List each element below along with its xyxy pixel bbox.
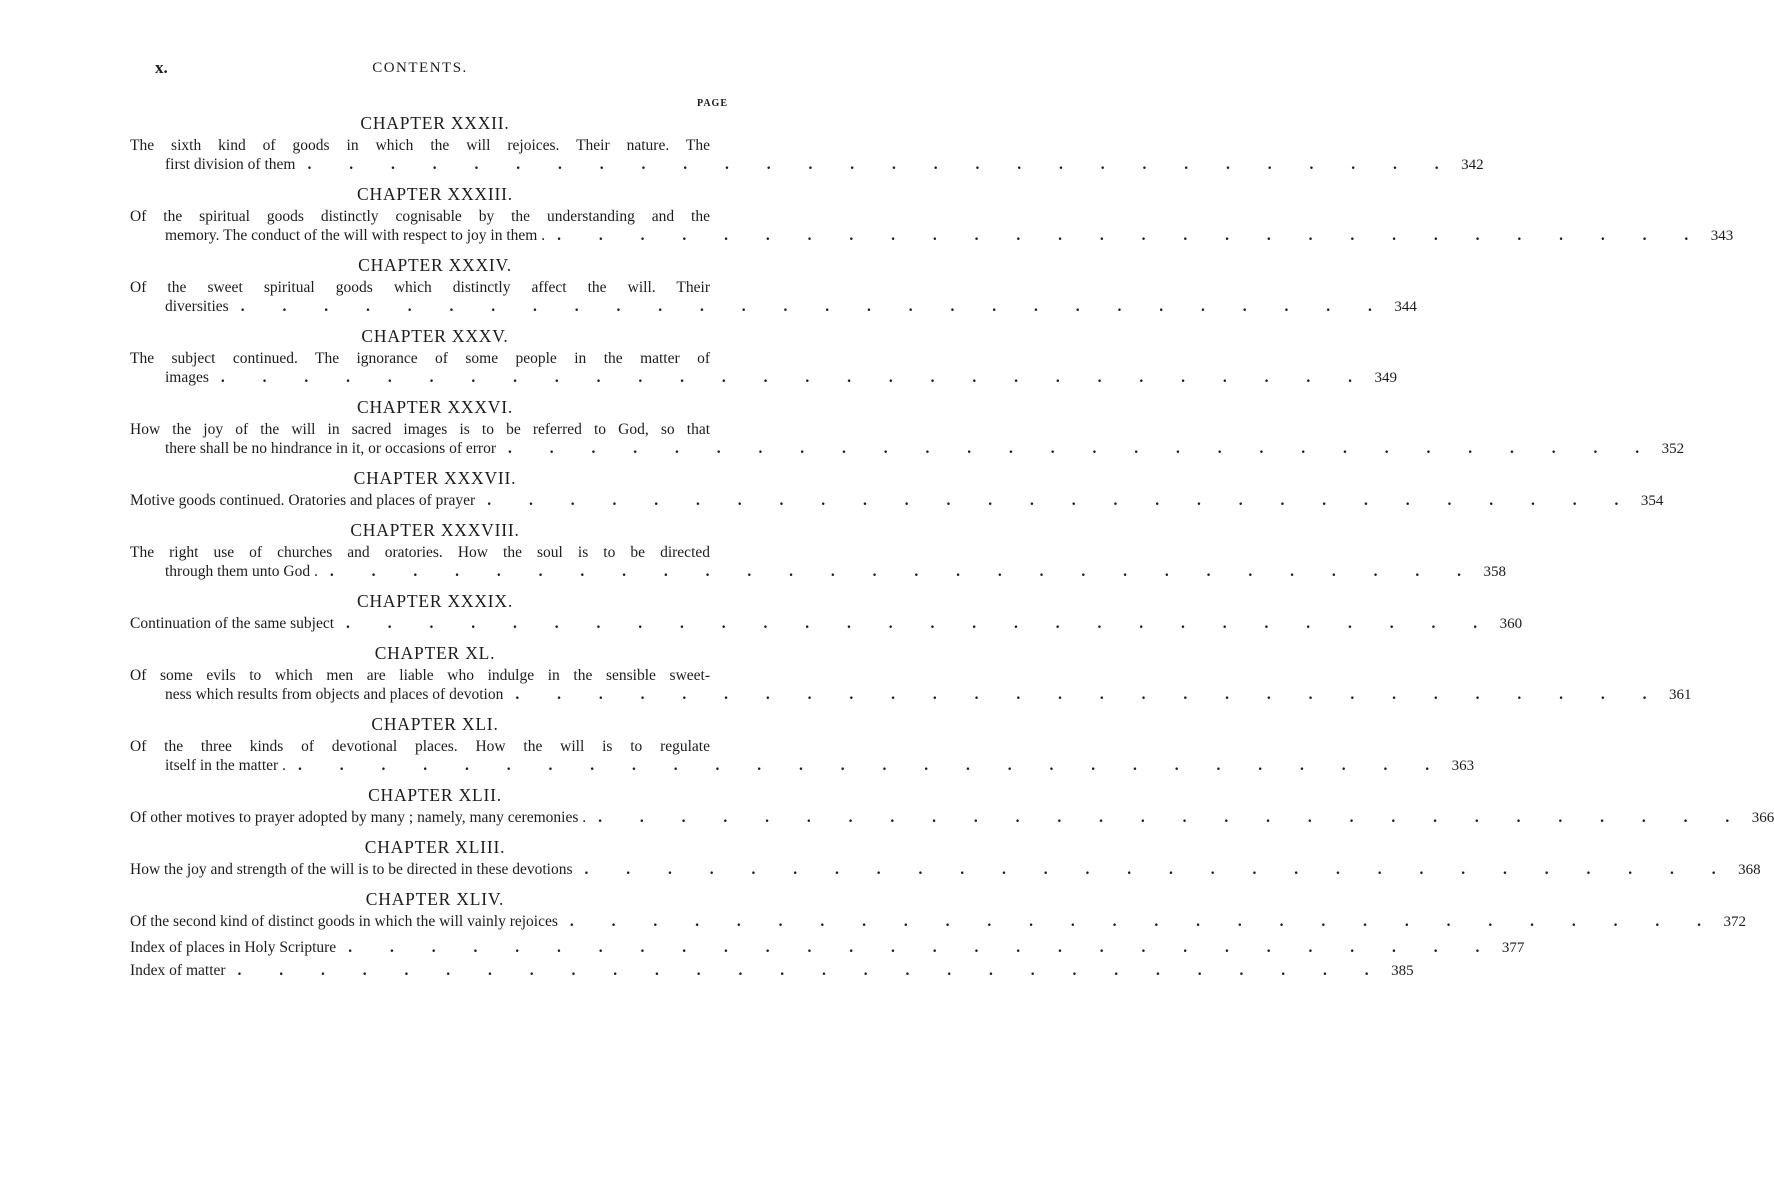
entry-text-line: The subject continued. The ignorance of some people in the matter of: [130, 350, 710, 367]
dot-leader: . . . . . . . . . . . . . . . . . . . . . . . . . . . .: [329, 563, 1478, 580]
entry-page-number: 385: [1391, 963, 1414, 979]
entry-last-line: [130, 155, 1484, 175]
entry-page-number: 361: [1668, 687, 1692, 703]
chapter-entry: [130, 808, 1774, 828]
chapter-heading: CHAPTER XLIV.: [365, 889, 505, 909]
dot-leader: . . . . . . . . . . . . . . . . . . . . . . . . . . . .: [240, 298, 1389, 315]
chapter-heading: CHAPTER XXXIII.: [357, 184, 513, 204]
entry-text-line: The sixth kind of goods in which the will rejoices. Their nature. The: [130, 137, 710, 154]
chapter-entry: [130, 860, 1761, 880]
chapter-heading: CHAPTER XXXVIII.: [350, 520, 520, 540]
entry-text-line: images: [165, 369, 209, 386]
dot-leader: . . . . . . . . . . . . . . . . . . . . . . . . . . . .: [220, 369, 1370, 386]
entry-page-number: 372: [1723, 914, 1747, 930]
entry-last-line: [130, 562, 1506, 582]
entry-last-line: [130, 226, 1734, 246]
entry-text-line: Of other motives to prayer adopted by many ; namely, many ceremonies .: [130, 809, 587, 826]
chapter-heading: CHAPTER XLI.: [371, 714, 499, 734]
entry-text-line: Of some evils to which men are liable who indulge in the sensible sweet-: [130, 667, 710, 684]
entry-page-number: 354: [1640, 493, 1664, 509]
chapter-entry: [130, 349, 1398, 388]
entry-last-line: [130, 439, 1685, 459]
chapter-heading: CHAPTER XXXIV.: [358, 255, 512, 275]
chapter-heading: CHAPTER XLII.: [368, 785, 502, 805]
back-matter-entry: [130, 961, 1414, 981]
entry-page-number: 366: [1751, 810, 1774, 826]
entry-text-line: How the joy and strength of the will is to be directed in these devotions: [130, 861, 573, 878]
chapter-heading: CHAPTER XXXIX.: [356, 591, 514, 611]
chapter-heading: CHAPTER XL.: [374, 643, 496, 663]
entry-page-number: 377: [1501, 940, 1525, 956]
page-number: x.: [155, 58, 168, 77]
entry-text-line: there shall be no hindrance in it, or occasions of error: [165, 440, 496, 457]
entry-text-line: itself in the matter .: [165, 757, 286, 774]
entry-page-number: 352: [1661, 441, 1685, 457]
entry-last-line: [130, 961, 1414, 981]
dot-leader: . . . . . . . . . . . . . . . . . . . . . . . . . . . .: [348, 939, 1497, 956]
chapter-entry: [130, 491, 1664, 511]
back-matter-entry: [130, 938, 1525, 958]
back-matter-label: Index of places in Holy Scripture: [130, 939, 337, 956]
dot-leader: . . . . . . . . . . . . . . . . . . . . . . . . . . . .: [569, 913, 1719, 930]
chapter-entry: [130, 737, 1475, 776]
dot-leader: . . . . . . . . . . . . . . . . . . . . . . . . . . . .: [598, 809, 1747, 826]
chapter-entry: [130, 912, 1747, 932]
entry-text-line: Of the spiritual goods distinctly cognisable by the understanding and the: [130, 208, 710, 225]
dot-leader: . . . . . . . . . . . . . . . . . . . . . . . . . . . .: [297, 757, 1447, 774]
entry-text-line: first division of them: [165, 156, 296, 173]
dot-leader: . . . . . . . . . . . . . . . . . . . . . . . . . . . .: [584, 861, 1733, 878]
entry-text-line: Of the second kind of distinct goods in which the will vainly rejoices: [130, 913, 558, 930]
table-of-contents: [130, 110, 1774, 984]
dot-leader: . . . . . . . . . . . . . . . . . . . . . . . . . . . .: [515, 686, 1664, 703]
entry-text-line: Continuation of the same subject: [130, 615, 335, 632]
dot-leader: . . . . . . . . . . . . . . . . . . . . . . . . . . . .: [557, 227, 1706, 244]
chapter-heading: CHAPTER XXXII.: [360, 113, 510, 133]
entry-text-line: through them unto God .: [165, 563, 318, 580]
entry-text-line: How the joy of the will in sacred images is to be referred to God, so that: [130, 421, 710, 438]
entry-page-number: 358: [1483, 564, 1506, 580]
entry-last-line: [130, 912, 1747, 932]
back-matter-list: [130, 938, 1525, 981]
chapter-entry: [130, 666, 1692, 705]
dot-leader: . . . . . . . . . . . . . . . . . . . . . . . . . . . .: [507, 440, 1657, 457]
entry-last-line: [130, 938, 1525, 958]
dot-leader: . . . . . . . . . . . . . . . . . . . . . . . . . . . .: [346, 615, 1495, 632]
entry-text-line: diversities: [165, 298, 229, 315]
entry-text-line: The right use of churches and oratories. How the soul is to be directed: [130, 544, 710, 561]
chapter-list: [130, 110, 1774, 932]
back-matter-label: Index of matter: [130, 962, 226, 979]
entry-last-line: [130, 860, 1761, 880]
entry-page-number: 344: [1394, 299, 1417, 315]
chapter-entry: [130, 614, 1523, 634]
chapter-heading: CHAPTER XXXVII.: [353, 468, 517, 488]
entry-page-number: 368: [1738, 862, 1761, 878]
chapter-heading: CHAPTER XXXV.: [361, 326, 509, 346]
entry-page-number: 343: [1710, 228, 1734, 244]
page-column-label: PAGE: [696, 98, 728, 109]
entry-text-line: Of the sweet spiritual goods which distinctly affect the will. Their: [130, 279, 710, 296]
chapter-heading: CHAPTER XXXVI.: [356, 397, 514, 417]
entry-last-line: [130, 368, 1398, 388]
chapter-entry: [130, 420, 1685, 459]
entry-last-line: [130, 491, 1664, 511]
entry-text-line: Motive goods continued. Oratories and places of prayer: [130, 492, 476, 509]
dot-leader: . . . . . . . . . . . . . . . . . . . . . . . . . . . .: [487, 492, 1636, 509]
entry-last-line: [130, 685, 1692, 705]
entry-page-number: 342: [1461, 157, 1484, 173]
entry-last-line: [130, 614, 1523, 634]
chapter-entry: [130, 543, 1506, 582]
entry-text-line: Of the three kinds of devotional places. How the will is to regulate: [130, 738, 710, 755]
entry-page-number: 349: [1374, 370, 1398, 386]
entry-last-line: [130, 756, 1475, 776]
chapter-entry: [130, 278, 1417, 317]
entry-last-line: [130, 297, 1417, 317]
entry-text-line: memory. The conduct of the will with respect to joy in them .: [165, 227, 546, 244]
chapter-entry: [130, 136, 1484, 175]
entry-page-number: 360: [1499, 616, 1523, 632]
entry-last-line: [130, 808, 1774, 828]
dot-leader: . . . . . . . . . . . . . . . . . . . . . . . . . . . .: [237, 962, 1386, 979]
running-head: CONTENTS.: [372, 60, 468, 76]
chapter-heading: CHAPTER XLIII.: [364, 837, 506, 857]
entry-page-number: 363: [1451, 758, 1475, 774]
chapter-entry: [130, 207, 1734, 246]
entry-text-line: ness which results from objects and places of devotion: [165, 686, 504, 703]
dot-leader: . . . . . . . . . . . . . . . . . . . . . . . . . . . .: [307, 156, 1456, 173]
